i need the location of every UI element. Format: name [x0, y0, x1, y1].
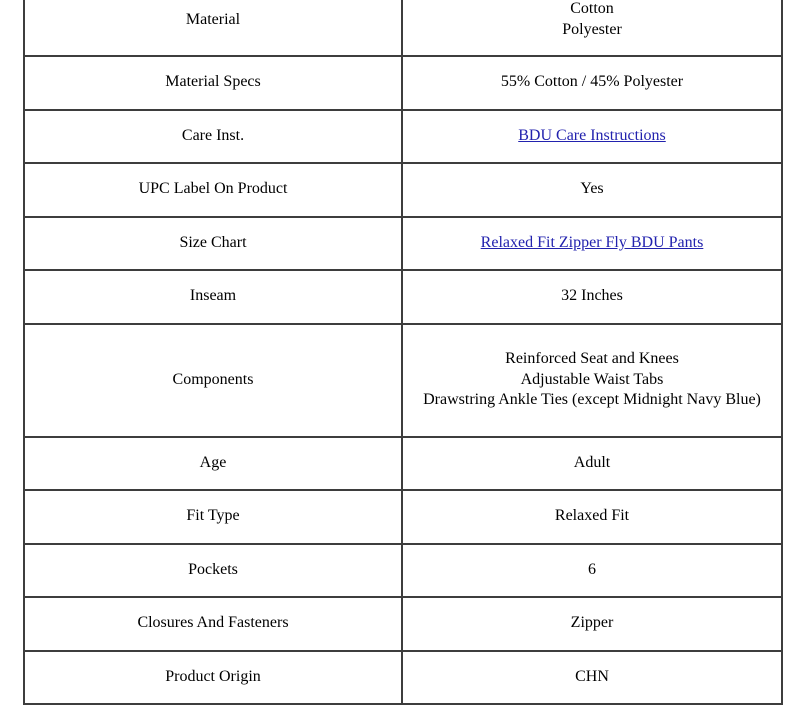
- spec-value: [402, 217, 782, 271]
- spec-row-components: [24, 324, 782, 437]
- product-spec-table-body: [24, 0, 782, 704]
- spec-label: Material: [24, 0, 402, 56]
- spec-value-line: Adult: [573, 453, 611, 471]
- spec-row-inseam: [24, 270, 782, 324]
- spec-value-line: 32 Inches: [561, 287, 623, 305]
- spec-label: Product Origin: [24, 651, 402, 705]
- spec-row-pockets: [24, 544, 782, 598]
- spec-value: [402, 597, 782, 651]
- care-instructions-link[interactable]: BDU Care Instructions: [518, 126, 666, 144]
- spec-label: Size Chart: [24, 217, 402, 271]
- spec-row-closures-and-fasteners: [24, 597, 782, 651]
- spec-label: Age: [24, 437, 402, 491]
- spec-value-line: Zipper: [570, 614, 614, 632]
- spec-row-size-chart: [24, 217, 782, 271]
- spec-label: Pockets: [24, 544, 402, 598]
- product-spec-table: [23, 0, 783, 705]
- spec-value: [402, 270, 782, 324]
- spec-value: [402, 651, 782, 705]
- product-spec-table-wrap: [23, 0, 783, 705]
- spec-value-line: 55% Cotton / 45% Polyester: [500, 73, 684, 91]
- size-chart-link[interactable]: Relaxed Fit Zipper Fly BDU Pants: [480, 233, 704, 251]
- spec-label: Closures And Fasteners: [24, 597, 402, 651]
- spec-row-product-origin: [24, 651, 782, 705]
- spec-value: [402, 490, 782, 544]
- spec-label: UPC Label On Product: [24, 163, 402, 217]
- spec-value: [402, 163, 782, 217]
- spec-value-line: Polyester: [562, 21, 622, 38]
- spec-label: Care Inst.: [24, 110, 402, 164]
- spec-value: [402, 56, 782, 110]
- spec-value: [402, 0, 782, 56]
- spec-value-line: Relaxed Fit: [554, 507, 630, 525]
- spec-row-fit-type: [24, 490, 782, 544]
- spec-value-line: Reinforced Seat and Knees: [505, 349, 679, 367]
- spec-value-line: CHN: [575, 667, 609, 685]
- spec-value: [402, 324, 782, 437]
- spec-value-line: 6: [588, 560, 596, 578]
- spec-value-line: Yes: [580, 180, 604, 198]
- spec-value-line: Drawstring Ankle Ties (except Midnight Navy Blue): [423, 391, 761, 409]
- spec-value-line: Cotton: [570, 0, 614, 18]
- spec-label: Fit Type: [24, 490, 402, 544]
- spec-row-upc-label-on-product: [24, 163, 782, 217]
- spec-label: Inseam: [24, 270, 402, 324]
- spec-row-material: [24, 0, 782, 56]
- spec-value: [402, 110, 782, 164]
- spec-value-line: Adjustable Waist Tabs: [520, 370, 664, 388]
- spec-row-care-instructions: [24, 110, 782, 164]
- spec-label: Components: [24, 324, 402, 437]
- spec-label: Material Specs: [24, 56, 402, 110]
- spec-row-age: [24, 437, 782, 491]
- spec-row-material-specs: [24, 56, 782, 110]
- spec-value: [402, 437, 782, 491]
- spec-value: [402, 544, 782, 598]
